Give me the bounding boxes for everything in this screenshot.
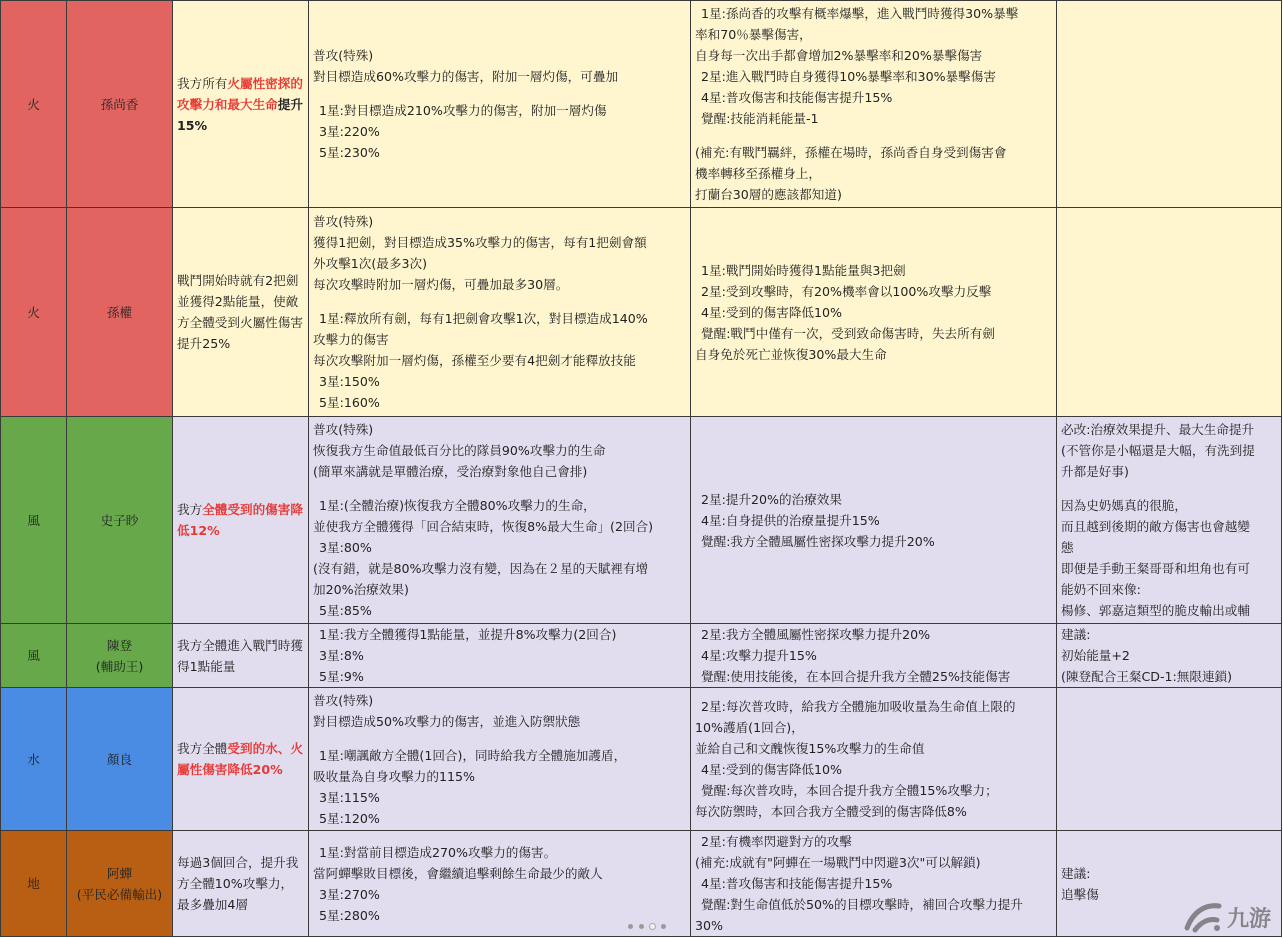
text-line: 2星:提升20%的治療效果 — [701, 491, 842, 507]
line-gap — [313, 482, 686, 495]
line-gap — [313, 732, 686, 745]
name-cell — [67, 688, 173, 831]
text-line: 5星:9% — [319, 669, 364, 684]
text-line: 覺醒:我方全體風屬性密探攻擊力提升20% — [701, 533, 935, 549]
stars-cell — [691, 688, 1057, 831]
carousel-dot-active[interactable] — [650, 924, 655, 929]
text-line: (簡單來講就是單體治療，受治療對象他自己會排) — [313, 464, 588, 479]
text-line: 2星:進入戰鬥時自身獲得10%暴擊率和30%暴擊傷害 — [701, 69, 996, 84]
character-row — [1, 208, 1282, 417]
text-line: 1星:孫尚香的攻擊有概率爆擊，進入戰鬥時獲得30%暴擊 — [701, 6, 1019, 21]
name-cell — [67, 831, 173, 937]
text-line: 覺醒:技能消耗能量-1 — [701, 111, 819, 126]
text-line: 並給自己和文醜恢復15%攻擊力的生命值 — [695, 741, 925, 756]
text-line: 攻擊力的傷害 — [313, 332, 389, 347]
text-line: 30% — [695, 918, 723, 933]
talent-highlight: 全體受到的傷害降低12% — [177, 502, 303, 538]
element-cell: 火 — [1, 1, 67, 208]
text-line: 1星:戰鬥開始時獲得1點能量與3把劍 — [701, 262, 906, 278]
stars-cell — [691, 417, 1057, 624]
stars-lines — [695, 831, 1052, 936]
text-line: 4星:普攻傷害和技能傷害提升15% — [701, 876, 893, 891]
text-line: 自身每一次出手都會增加2%暴擊率和20%暴擊傷害 — [695, 48, 983, 63]
text-line: 2星:每次普攻時，給我方全體施加吸收量為生命值上限的 — [701, 699, 1016, 714]
text-line: 4星:普攻傷害和技能傷害提升15% — [701, 90, 893, 105]
name-cell — [67, 624, 173, 688]
stars-lines — [695, 3, 1052, 205]
text-line: 1星:對當前目標造成270%攻擊力的傷害。 — [319, 844, 557, 860]
line-gap — [695, 129, 1052, 142]
talent-cell — [173, 1, 309, 208]
element-cell: 火 — [1, 208, 67, 417]
text-line: 5星:85% — [319, 603, 372, 618]
text-line: 打蘭台30層的應該都知道) — [695, 187, 842, 202]
talent-text: 我方全體 — [177, 741, 228, 756]
text-line: 對目標造成60%攻擊力的傷害，附加一層灼傷，可疊加 — [313, 69, 619, 84]
notes-lines — [1061, 419, 1277, 621]
skill-cell — [309, 688, 691, 831]
text-line: 3星:270% — [319, 886, 380, 902]
stars-lines — [695, 489, 1052, 552]
text-line: 3星:115% — [319, 789, 380, 805]
text-line: 並使我方全體獲得「回合結束時，恢復8%最大生命」(2回合) — [313, 519, 654, 534]
name-line: (平民必備輸出) — [76, 886, 163, 902]
watermark — [1179, 897, 1277, 937]
stars-lines — [695, 624, 1052, 687]
name-line: 陳登 — [106, 637, 133, 653]
talent-cell — [173, 208, 309, 417]
text-line: (陳登配合王粲CD-1:無限連鎖) — [1061, 669, 1233, 684]
text-line: 1星:我方全體獲得1點能量，並提升8%攻擊力(2回合) — [319, 627, 617, 642]
text-line: 追擊傷 — [1061, 886, 1099, 902]
text-line: 4星:自身提供的治療量提升15% — [701, 512, 880, 528]
notes-cell — [1057, 417, 1282, 624]
stars-cell — [691, 1, 1057, 208]
stars-cell — [691, 208, 1057, 417]
talent-text: 我方所有 — [177, 75, 228, 91]
character-row — [1, 1, 1282, 208]
text-line: 每次攻擊附加一層灼傷，孫權至少要有4把劍才能釋放技能 — [313, 353, 636, 368]
element-cell: 水 — [1, 688, 67, 831]
notes-lines — [1061, 624, 1277, 687]
talent-text: 我方 — [177, 502, 203, 517]
talent-highlight: 受到的水、火屬性傷害降低20% — [177, 741, 303, 777]
text-line: 覺醒:戰鬥中僅有一次，受到致命傷害時，失去所有劍 — [701, 325, 995, 341]
text-line: 獲得1把劍，對目標造成35%攻擊力的傷害，每有1把劍會額 — [313, 235, 647, 250]
text-line: 對目標造成50%攻擊力的傷害，並進入防禦狀態 — [313, 713, 581, 729]
skill-cell — [309, 417, 691, 624]
text-line: 2星:有機率閃避對方的攻擊 — [701, 834, 852, 849]
text-line: 3星:150% — [319, 374, 380, 389]
talent-cell — [173, 688, 309, 831]
text-line: 5星:280% — [319, 907, 380, 923]
text-line: 恢復我方生命值最低百分比的隊員90%攻擊力的生命 — [313, 443, 606, 458]
text-line: 2星:受到攻擊時，有20%機率會以100%攻擊力反擊 — [701, 283, 992, 299]
text-line: 1星:對目標造成210%攻擊力的傷害，附加一層灼傷 — [319, 103, 607, 118]
name-cell — [67, 417, 173, 624]
line-gap — [313, 87, 686, 100]
element-cell: 風 — [1, 417, 67, 624]
character-row — [1, 688, 1282, 831]
text-line: 當阿蟬擊敗目標後，會繼續追擊剩餘生命最少的敵人 — [313, 865, 603, 881]
line-gap — [313, 295, 686, 308]
carousel-dot[interactable] — [628, 924, 633, 929]
text-line: 每次防禦時，本回合我方全體受到的傷害降低8% — [695, 804, 967, 819]
text-line: 吸收量為自身攻擊力的115% — [313, 768, 475, 784]
name-cell — [67, 1, 173, 208]
name-line: 孫權 — [106, 304, 133, 320]
text-line: 5星:120% — [319, 810, 380, 826]
text-line: 3星:80% — [319, 540, 372, 555]
skill-lines — [313, 419, 686, 621]
name-line: (輔助王) — [95, 658, 144, 674]
skill-cell — [309, 208, 691, 417]
text-line: 5星:160% — [319, 395, 380, 410]
name-line: 顏良 — [106, 751, 133, 767]
talent-text: 我方全體進入戰鬥時獲得1點能量 — [177, 637, 303, 674]
skill-lines — [313, 690, 686, 829]
text-line: 升都是好事) — [1061, 464, 1129, 479]
skill-lines — [313, 211, 686, 413]
element-cell: 風 — [1, 624, 67, 688]
text-line: 建議: — [1061, 627, 1091, 642]
text-line: 1星:(全體治療)恢復我方全體80%攻擊力的生命， — [319, 498, 596, 513]
text-line: 而且越到後期的敵方傷害也會越變 — [1061, 519, 1250, 534]
notes-cell — [1057, 688, 1282, 831]
text-line: 能奶不回來像: — [1061, 582, 1141, 597]
text-line: 楊修、郭嘉這類型的脆皮輸出或輔 — [1061, 603, 1250, 618]
name-line: 史子眇 — [100, 512, 139, 528]
text-line: 4星:受到的傷害降低10% — [701, 762, 842, 777]
text-line: 即便是手動王粲哥哥和坦角也有可 — [1061, 561, 1250, 576]
carousel-dot[interactable] — [661, 924, 666, 929]
text-line: 因為史奶媽真的很脆， — [1061, 498, 1187, 513]
text-line: 普攻(特殊) — [313, 48, 374, 63]
notes-cell — [1057, 624, 1282, 688]
text-line: (沒有錯，就是80%攻擊力沒有變，因為在２星的天賦裡有增 — [313, 561, 649, 576]
text-line: 覺醒:對生命值低於50%的目標攻擊時，補回合攻擊力提升 — [701, 897, 1023, 912]
stars-lines — [695, 260, 1052, 365]
stars-lines — [695, 696, 1052, 822]
text-line: 4星:攻擊力提升15% — [701, 648, 817, 663]
text-line: 3星:8% — [319, 648, 364, 663]
talent-text: 戰鬥開始時就有2把劍並獲得2點能量，使敵方全體受到火屬性傷害提升25% — [177, 273, 303, 351]
carousel-dot[interactable] — [639, 924, 644, 929]
text-line: 初始能量+2 — [1061, 648, 1130, 663]
character-row — [1, 624, 1282, 688]
notes-cell — [1057, 1, 1282, 208]
talent-text: 每過3個回合，提升我方全體10%攻擊力，最多疊加4層 — [177, 855, 299, 912]
notes-cell — [1057, 208, 1282, 417]
text-line: 每次攻擊時附加一層灼傷，可疊加最多30層。 — [313, 277, 569, 292]
talent-highlight: 火屬性密探的攻擊力和最大生命 — [177, 75, 303, 112]
carousel-indicator — [628, 924, 666, 929]
talent-bold: 提升15% — [177, 96, 303, 133]
element-cell: 地 — [1, 831, 67, 937]
text-line: 普攻(特殊) — [313, 692, 374, 708]
name-line: 阿蟬 — [106, 865, 133, 881]
character-row — [1, 831, 1282, 937]
skill-cell — [309, 831, 691, 937]
text-line: 5星:230% — [319, 145, 380, 160]
text-line: 外攻擊1次(最多3次) — [313, 256, 428, 271]
text-line: 加20%治療效果) — [313, 582, 409, 597]
stars-cell — [691, 624, 1057, 688]
character-row — [1, 417, 1282, 624]
skill-cell — [309, 624, 691, 688]
talent-cell — [173, 831, 309, 937]
text-line: (補充:成就有"阿蟬在一場戰鬥中閃避3次"可以解鎖) — [695, 855, 981, 870]
text-line: 3星:220% — [319, 124, 380, 139]
name-line: 孫尚香 — [100, 96, 139, 112]
text-line: 2星:我方全體風屬性密探攻擊力提升20% — [701, 627, 931, 642]
name-cell — [67, 208, 173, 417]
line-gap — [1061, 482, 1277, 495]
text-line: 自身免於死亡並恢復30%最大生命 — [695, 346, 887, 362]
skill-lines — [313, 842, 686, 926]
talent-cell — [173, 624, 309, 688]
skill-lines — [313, 624, 686, 687]
text-line: 4星:受到的傷害降低10% — [701, 304, 842, 320]
skill-cell — [309, 1, 691, 208]
text-line: 建議: — [1061, 865, 1091, 881]
text-line: 1星:嘲諷敵方全體(1回合)，同時給我方全體施加護盾， — [319, 747, 627, 763]
text-line: 覺醒:每次普攻時，本回合提升我方全體15%攻擊力； — [701, 783, 998, 798]
talent-cell — [173, 417, 309, 624]
text-line: 機率轉移至孫權身上， — [695, 166, 821, 181]
text-line: 率和70％暴擊傷害， — [695, 27, 812, 42]
text-line: 普攻(特殊) — [313, 422, 374, 437]
jiuyou-logo-icon — [1179, 898, 1225, 936]
skill-lines — [313, 45, 686, 163]
text-line: 10%護盾(1回合)， — [695, 720, 804, 735]
text-line: 態 — [1061, 540, 1074, 555]
text-line: (補充:有戰鬥羈絆，孫權在場時，孫尚香自身受到傷害會 — [695, 145, 1007, 160]
text-line: 普攻(特殊) — [313, 214, 374, 229]
text-line: 1星:釋放所有劍，每有1把劍會攻擊1次，對目標造成140% — [319, 311, 648, 326]
text-line: 覺醒:使用技能後，在本回合提升我方全體25%技能傷害 — [701, 669, 1011, 684]
text-line: (不管你是小幅還是大幅，有洗到提 — [1061, 443, 1255, 458]
watermark-text: 九游 — [1227, 906, 1272, 932]
text-line: 必改:治療效果提升、最大生命提升 — [1061, 422, 1255, 437]
stars-cell — [691, 831, 1057, 937]
